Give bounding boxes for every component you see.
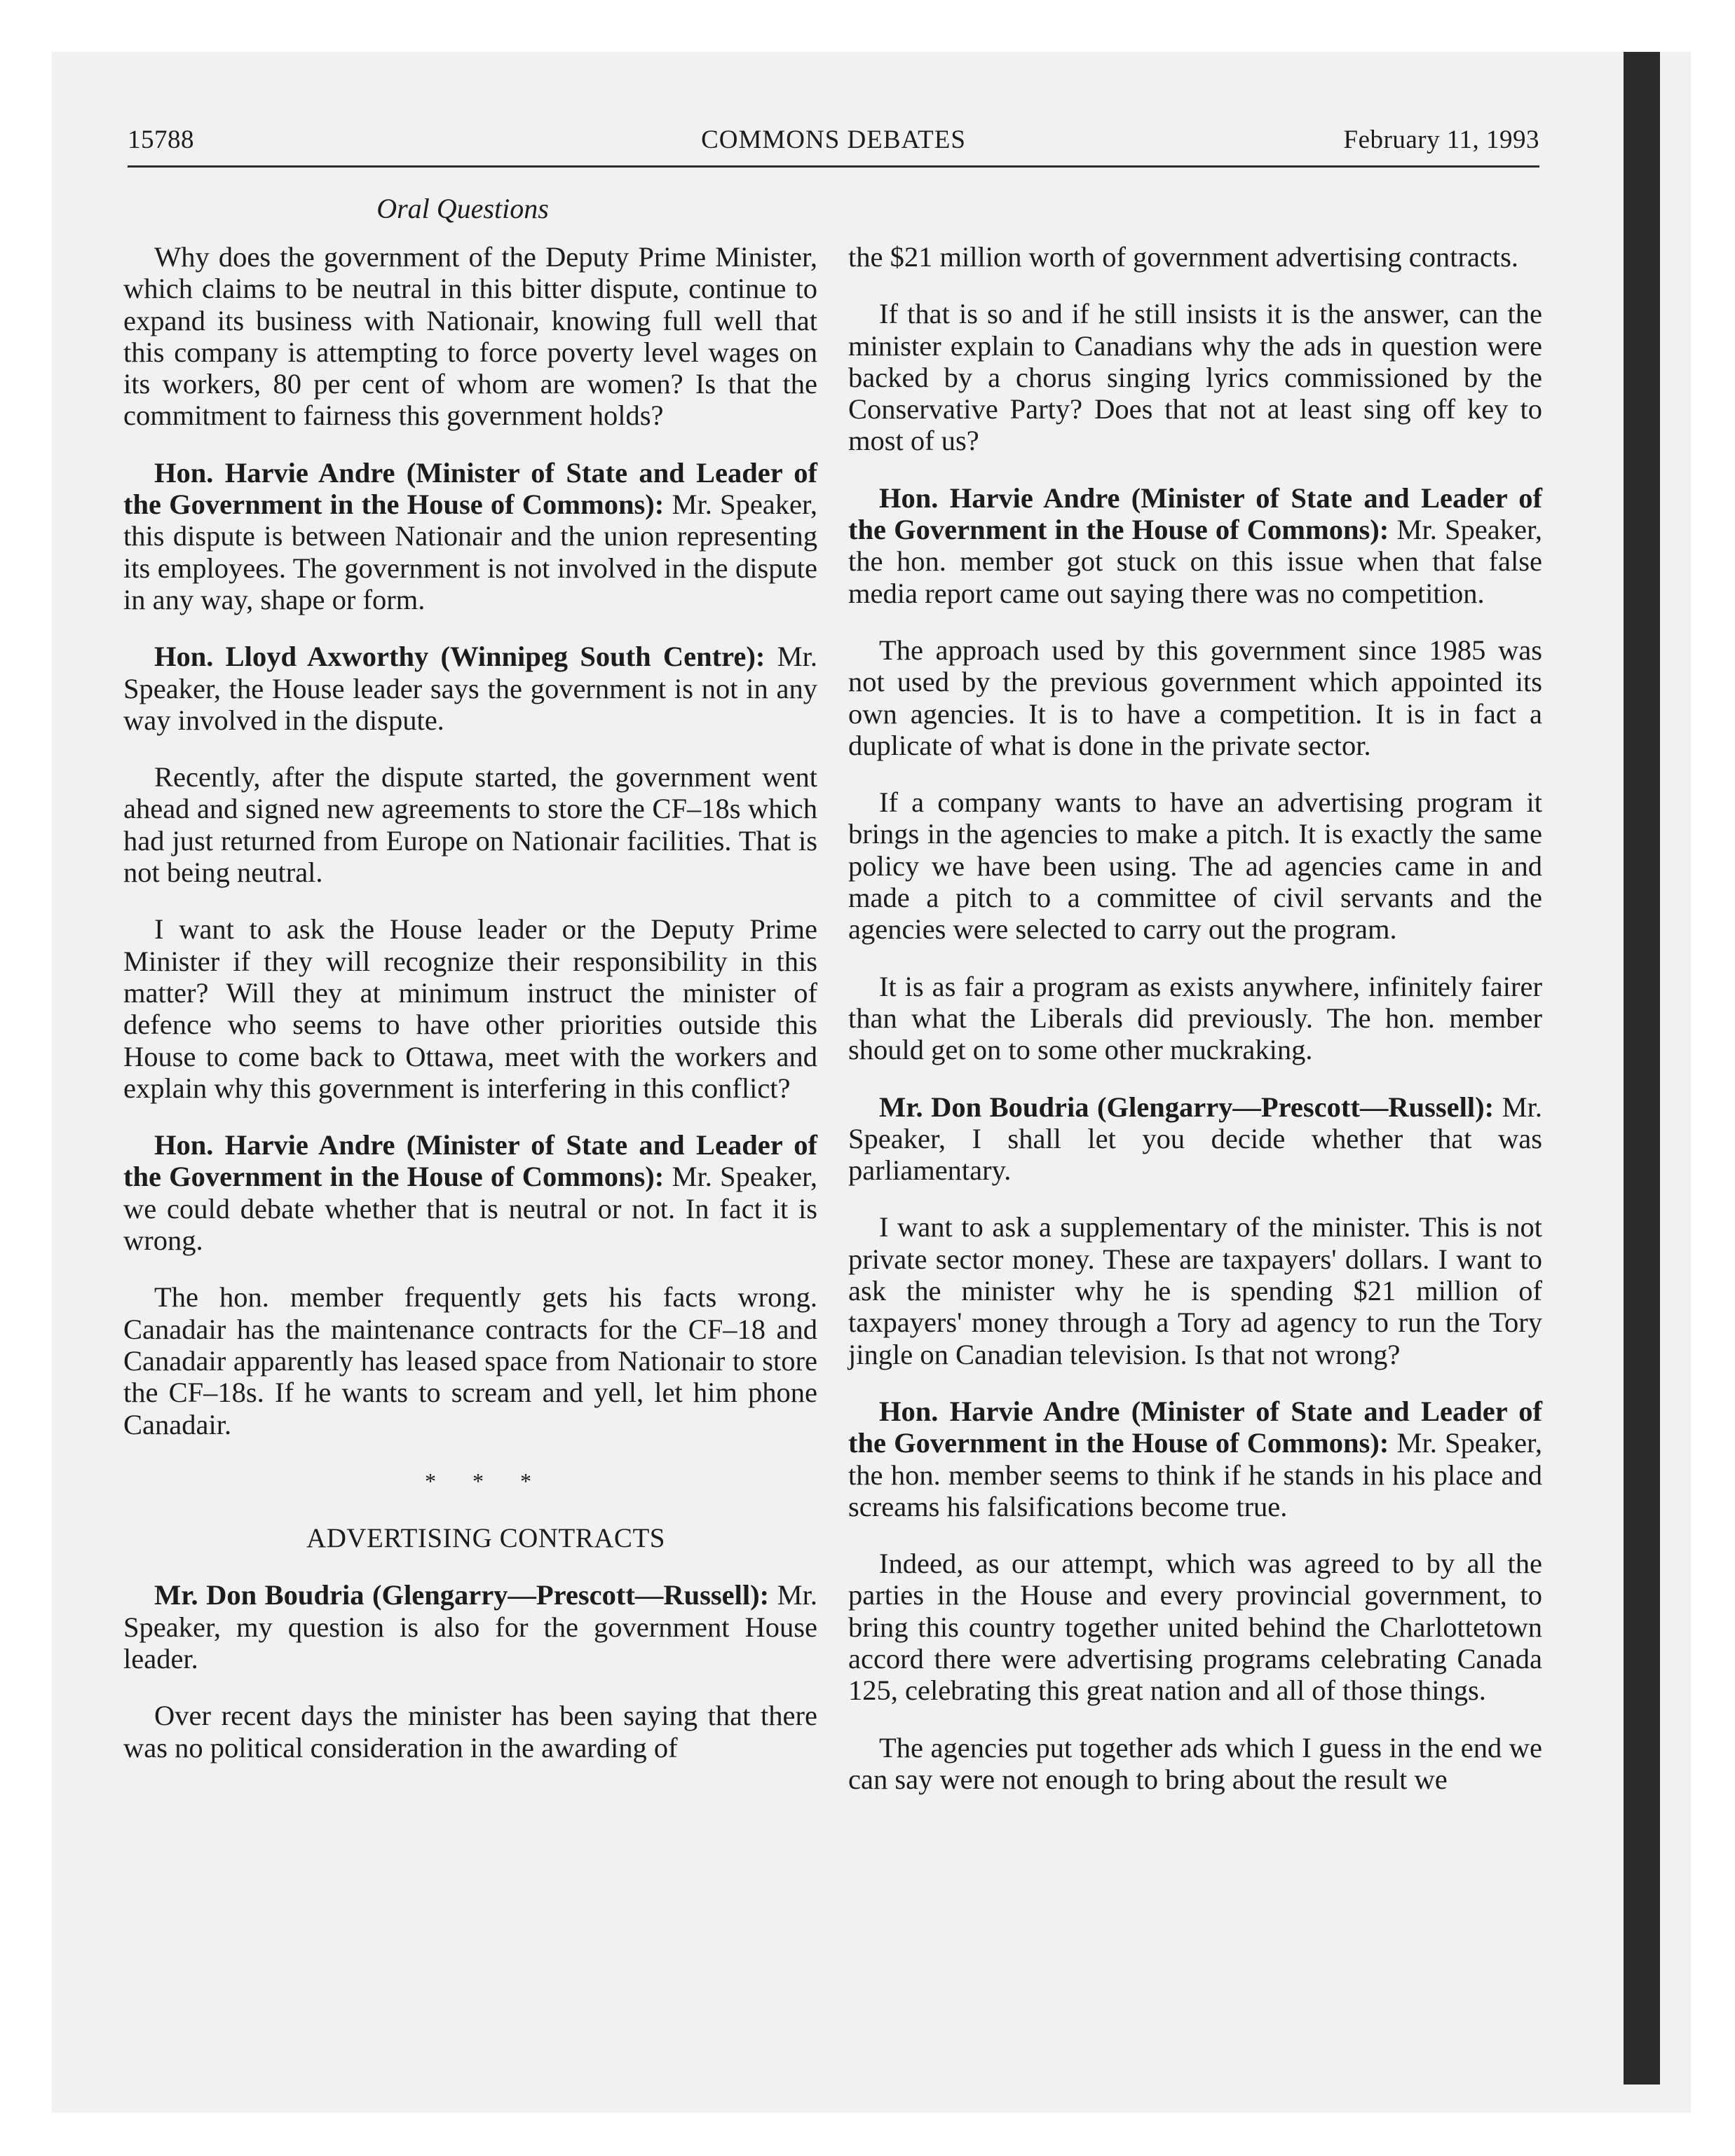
speech-text: Mr. Speaker, I shall let you decide whether that was parliamentary. bbox=[848, 1091, 1543, 1187]
speech-paragraph bbox=[848, 1396, 1542, 1522]
speech-text: Mr. Speaker, the House leader says the government is not in any way involved in the dispute. bbox=[123, 641, 818, 736]
speech-text: Mr. Speaker, my question is also for the government House leader. bbox=[123, 1579, 818, 1674]
speech-text: Mr. Speaker, this dispute is between Nationair and the union representing its employees. The government is not involved in the dispute in any way, shape or form. bbox=[123, 489, 817, 615]
paragraph: I want to ask a supplementary of the minister. This is not private sector money. These are taxpayers' dollars. I want to ask the minister why he is spending $21 million of taxpayers' money through a Tory ad agency to run the Tory jingle on Canadian television. Is that not wrong? bbox=[848, 1211, 1542, 1370]
paragraph: Why does the government of the Deputy Prime Minister, which claims to be neutral in this bitter dispute, continue to expand its business with Nationair, knowing full well that this company is attempting to force poverty level wages on its workers, 80 per cent of whom are women? Is that the commitment to fairness this government holds? bbox=[123, 241, 817, 432]
left-column bbox=[123, 241, 817, 1789]
speaker-name: Hon. Harvie Andre (Minister of State and Leader of the Government in the House of Commons): bbox=[123, 456, 817, 521]
paragraph: Recently, after the dispute started, the government went ahead and signed new agreements to store the CF–18s which had just returned from Europe on Nationair facilities. That is not being neutral. bbox=[123, 761, 817, 889]
speech-paragraph bbox=[123, 457, 817, 615]
page-header bbox=[128, 125, 1539, 161]
speech-paragraph bbox=[123, 641, 817, 736]
paragraph: The hon. member frequently gets his facts wrong. Canadair has the maintenance contracts for the CF–18 and Canadair apparently has leased space from Nationair to store the CF–18s. If he wants to scream and yell, let him phone Canadair. bbox=[123, 1281, 817, 1440]
speech-paragraph bbox=[123, 1129, 817, 1256]
paragraph: Indeed, as our attempt, which was agreed to by all the parties in the House and every provincial government, to bring this country together united behind the Charlottetown accord there were advertising programs celebrating Canada 125, celebrating this great nation and all of those things. bbox=[848, 1548, 1542, 1707]
speaker-name: Hon. Harvie Andre (Minister of State and Leader of the Government in the House of Commons): bbox=[848, 1395, 1542, 1459]
section-label: Oral Questions bbox=[376, 193, 549, 224]
speech-text: Mr. Speaker, the hon. member got stuck on this issue when that false media report came out saying there was no competition. bbox=[848, 514, 1542, 609]
paragraph: If that is so and if he still insists it is the answer, can the minister explain to Canadians why the ads in question were backed by a chorus singing lyrics commissioned by the Conservative Party? Does that not at least sing off key to most of us? bbox=[848, 298, 1542, 457]
publication-title: COMMONS DEBATES bbox=[701, 125, 966, 154]
speech-paragraph bbox=[848, 1091, 1542, 1187]
publication-date: February 11, 1993 bbox=[1343, 125, 1539, 154]
speaker-name: Hon. Harvie Andre (Minister of State and Leader of the Government in the House of Commons): bbox=[123, 1129, 817, 1193]
speech-paragraph bbox=[123, 1579, 817, 1674]
paragraph: Over recent days the minister has been saying that there was no political consideration in the awarding of bbox=[123, 1700, 817, 1763]
speaker-name: Hon. Harvie Andre (Minister of State and Leader of the Government in the House of Commons): bbox=[848, 482, 1542, 546]
speaker-name: Mr. Don Boudria (Glengarry—Prescott—Russell): bbox=[879, 1091, 1495, 1123]
right-column bbox=[848, 241, 1542, 1820]
paragraph: The approach used by this government since 1985 was not used by the previous government which appointed its own agencies. It is to have a competition. It is in fact a duplicate of what is done in the private sector. bbox=[848, 634, 1542, 761]
paragraph: the $21 million worth of government advertising contracts. bbox=[848, 241, 1519, 273]
speech-text: Mr. Speaker, we could debate whether that is neutral or not. In fact it is wrong. bbox=[123, 1161, 817, 1257]
section-separator: * * * bbox=[425, 1468, 547, 1494]
header-rule bbox=[128, 165, 1539, 168]
speaker-name: Mr. Don Boudria (Glengarry—Prescott—Russell): bbox=[154, 1579, 770, 1611]
scan-edge-shadow bbox=[1624, 52, 1660, 2085]
paragraph: It is as fair a program as exists anywhere, infinitely fairer than what the Liberals did previously. The hon. member should get on to some other muckraking. bbox=[848, 970, 1542, 1066]
speech-text: Mr. Speaker, the hon. member seems to think if he stands in his place and screams his falsifications become true. bbox=[848, 1427, 1542, 1522]
speaker-name: Hon. Lloyd Axworthy (Winnipeg South Centre): bbox=[154, 641, 766, 673]
speech-paragraph bbox=[848, 482, 1542, 609]
section-heading: ADVERTISING CONTRACTS bbox=[306, 1523, 665, 1554]
paragraph: If a company wants to have an advertising program it brings in the agencies to make a pitch. It is exactly the same policy we have been using. The ad agencies came in and made a pitch to a committee of civil servants and the agencies were selected to carry out the program. bbox=[848, 786, 1542, 946]
page-number: 15788 bbox=[128, 125, 194, 154]
paragraph: I want to ask the House leader or the Deputy Prime Minister if they will recognize their responsibility in this matter? Will they at minimum instruct the minister of defence who seems to have other priorities outside this House to come back to Ottawa, meet with the workers and explain why this government is interfering in this conflict? bbox=[123, 913, 817, 1104]
paragraph: The agencies put together ads which I guess in the end we can say were not enough to bring about the result we bbox=[848, 1731, 1542, 1795]
